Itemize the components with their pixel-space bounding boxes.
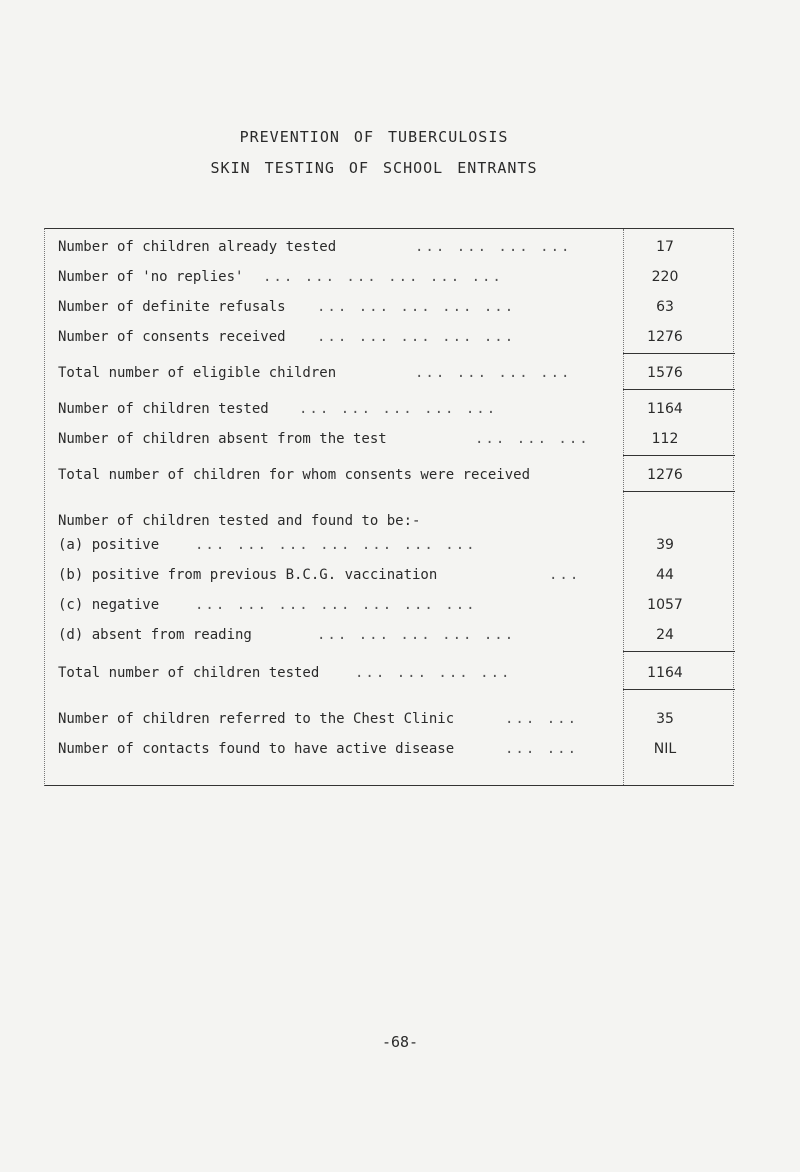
subtotal-rule (623, 353, 735, 354)
row-label: Total number of children for whom consents were received (58, 467, 531, 483)
table-row (45, 567, 735, 591)
title-line-1: PREVENTION OF TUBERCULOSIS (239, 128, 509, 146)
table-row (45, 597, 735, 621)
table-row (45, 627, 735, 651)
leader-dots: ... (549, 567, 581, 583)
table-row (45, 401, 735, 425)
leader-dots: ... ... ... ... ... (299, 401, 498, 417)
row-label: Number of children tested and found to be:- (58, 513, 421, 529)
row-value: 17 (656, 239, 674, 255)
table-row (45, 741, 735, 765)
row-label: Number of children referred to the Chest Clinic (58, 711, 455, 727)
table-row (45, 537, 735, 561)
row-value: 44 (656, 567, 674, 583)
row-value: 1276 (647, 467, 683, 483)
leader-dots: ... ... ... ... ... (317, 299, 516, 315)
title-line-2: SKIN TESTING OF SCHOOL ENTRANTS (210, 159, 538, 177)
table-row (45, 365, 735, 389)
row-value: 220 (651, 269, 679, 285)
row-value: 1276 (647, 329, 683, 345)
row-value: NIL (653, 741, 677, 757)
leader-dots: ... ... ... ... ... (317, 329, 516, 345)
table-row (45, 329, 735, 353)
leader-dots: ... ... ... ... ... ... ... (195, 537, 477, 553)
row-label: Number of contacts found to have active disease (58, 741, 455, 757)
table-row (45, 269, 735, 293)
subtotal-rule (623, 651, 735, 652)
row-label: Number of children tested (58, 401, 269, 417)
leader-dots: ... ... ... ... ... ... ... (195, 597, 477, 613)
row-label: Total number of eligible children (58, 365, 337, 381)
leader-dots: ... ... ... ... (415, 365, 572, 381)
statistics-table (44, 228, 734, 786)
table-row (45, 711, 735, 735)
row-label: (b) positive from previous B.C.G. vaccination (58, 567, 438, 583)
leader-dots: ... ... (505, 741, 579, 757)
page-number: -68- (381, 1033, 419, 1051)
leader-dots: ... ... (505, 711, 579, 727)
row-value: 24 (656, 627, 674, 643)
row-label: Number of 'no replies' (58, 269, 244, 285)
row-value: 35 (656, 711, 674, 727)
row-label: Total number of children tested (58, 665, 320, 681)
row-label: Number of consents received (58, 329, 286, 345)
leader-dots: ... ... ... ... (355, 665, 512, 681)
subtotal-rule (623, 689, 735, 690)
leader-dots: ... ... ... ... (415, 239, 572, 255)
row-label: (a) positive (58, 537, 160, 553)
table-row (45, 431, 735, 455)
row-label: (d) absent from reading (58, 627, 252, 643)
table-row (45, 467, 735, 491)
row-value: 63 (656, 299, 674, 315)
table-row (45, 299, 735, 323)
row-value: 112 (651, 431, 679, 447)
row-label: Number of definite refusals (58, 299, 286, 315)
subtotal-rule (623, 455, 735, 456)
row-value: 1576 (647, 365, 683, 381)
row-value: 1057 (647, 597, 683, 613)
leader-dots: ... ... ... (475, 431, 590, 447)
subtotal-rule (623, 389, 735, 390)
table-row (45, 665, 735, 689)
row-value: 39 (656, 537, 674, 553)
leader-dots: ... ... ... ... ... (317, 627, 516, 643)
table-row (45, 513, 735, 537)
row-value: 1164 (647, 401, 683, 417)
row-label: Number of children absent from the test (58, 431, 387, 447)
table-row (45, 239, 735, 263)
row-label: Number of children already tested (58, 239, 337, 255)
leader-dots: ... ... ... ... ... ... (263, 269, 503, 285)
row-value: 1164 (647, 665, 683, 681)
row-label: (c) negative (58, 597, 160, 613)
subtotal-rule (623, 491, 735, 492)
